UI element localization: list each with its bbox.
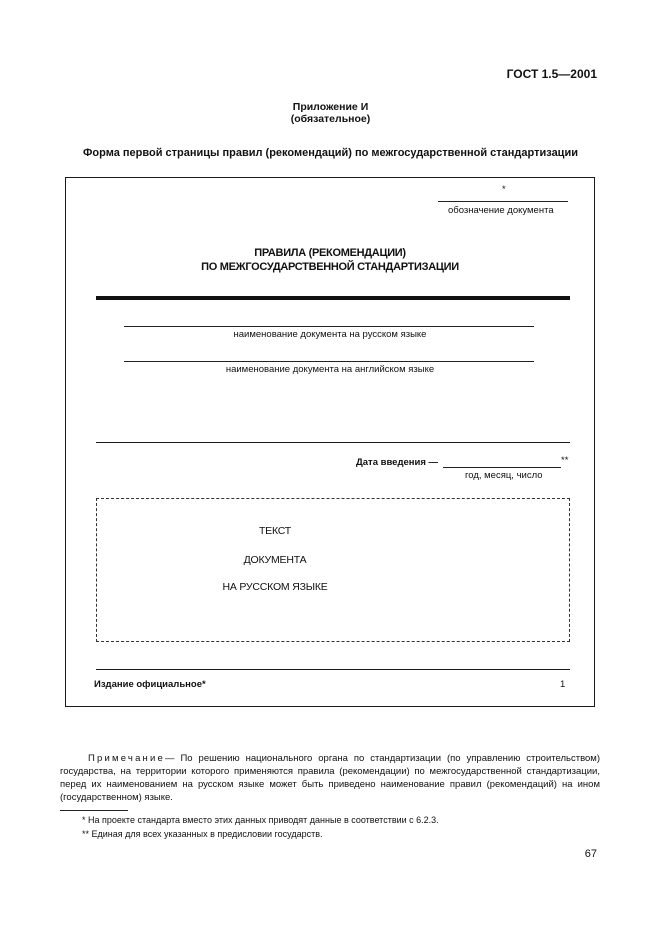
body-text-line-3: НА РУССКОМ ЯЗЫКЕ [222,581,328,593]
edition-label: Издание официальное* [94,679,206,690]
document-type-subtitle: ПО МЕЖГОСУДАРСТВЕННОЙ СТАНДАРТИЗАЦИИ [201,261,459,273]
designation-mark: * [502,184,506,195]
document-code: ГОСТ 1.5—2001 [506,67,597,81]
footnote-rule [60,810,128,811]
note-paragraph [60,752,600,804]
footnote-1: * На проекте стандарта вместо этих данных приводят данные в соответствии с 6.2.3. [82,815,439,825]
footnote-2: ** Единая для всех указанных в предисловии государств. [82,829,323,839]
body-text-line-2: ДОКУМЕНТА [243,554,307,566]
document-text-area [96,498,570,642]
date-label: Дата введения — [356,457,439,468]
form-page-number: 1 [560,679,566,690]
date-line [443,467,561,468]
designation-caption: обозначение документа [448,205,554,216]
name-en-caption: наименование документа на английском языке [225,364,435,375]
note-label: Примечание [88,753,165,764]
appendix-status: (обязательное) [290,113,371,125]
form-frame [65,177,595,707]
section-separator [96,442,570,443]
name-ru-line [124,326,534,327]
note-text: — По решению национального органа по стандартизации (по управлению строительством) государства, на территории которого применяются правила (рекомендации) по межгосударственной стандартизации, перед их наименованием на русском языке может быть приведено наименование правил (рекомендаций) на ином (государственном) языке. [60,753,600,803]
date-mark: ** [561,455,569,466]
date-caption: год, месяц, число [465,470,543,481]
name-en-line [124,361,534,362]
body-text-line-1: ТЕКСТ [258,525,292,537]
designation-line [438,201,568,202]
title-rule [96,296,570,300]
page-number: 67 [584,848,597,860]
footer-separator [96,669,570,670]
document-type-title: ПРАВИЛА (РЕКОМЕНДАЦИИ) [254,247,406,259]
form-title: Форма первой страницы правил (рекомендаций) по межгосударственной стандартизации [83,147,578,159]
name-ru-caption: наименование документа на русском языке [233,329,427,340]
appendix-title: Приложение И [292,101,369,113]
